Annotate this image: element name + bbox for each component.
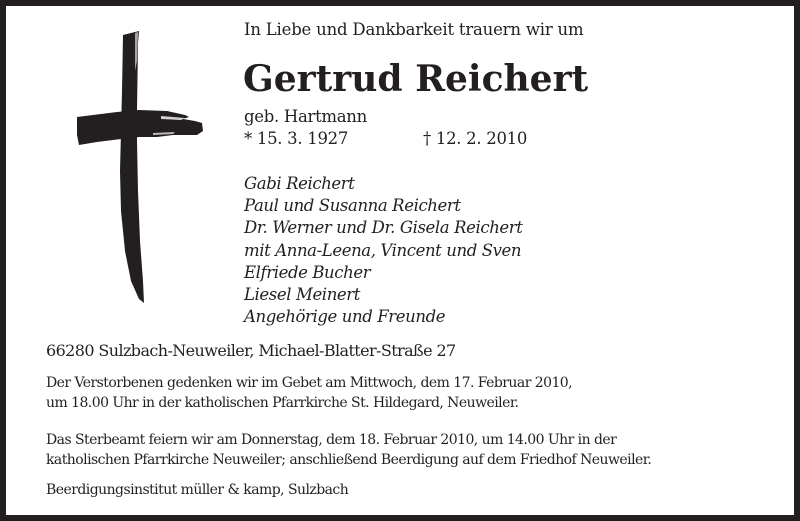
text-line: katholischen Pfarrkirche Neuweiler; anschließend Beerdigung auf dem Friedhof Neuweiler.	[46, 451, 652, 468]
birth-date: * 15. 3. 1927	[244, 129, 349, 148]
mourner: mit Anna-Leena, Vincent und Sven	[244, 240, 522, 260]
death-date: † 12. 2. 2010	[423, 129, 528, 148]
text-line: um 18.00 Uhr in der katholischen Pfarrkirche St. Hildegard, Neuweiler.	[46, 394, 519, 411]
undertaker: Beerdigungsinstitut müller & kamp, Sulzbach	[46, 482, 349, 498]
intro-line: In Liebe und Dankbarkeit trauern wir um	[244, 20, 584, 39]
mourner: Dr. Werner und Dr. Gisela Reichert	[244, 218, 523, 238]
mourner: Elfriede Bucher	[244, 262, 371, 282]
life-dates	[244, 129, 564, 148]
maiden-name: geb. Hartmann	[244, 107, 367, 126]
requiem-paragraph	[46, 431, 651, 470]
mourner: Gabi Reichert	[244, 174, 355, 193]
cross-icon	[77, 31, 203, 303]
text-line: Das Sterbeamt feiern wir am Donnerstag, dem 18. Februar 2010, um 14.00 Uhr in der	[46, 432, 617, 448]
mourners-list	[244, 173, 523, 328]
mourner: Liesel Meinert	[244, 285, 360, 305]
mourner: Angehörige und Freunde	[244, 307, 446, 327]
prayer-service-paragraph	[46, 374, 572, 413]
mourner: Paul und Susanna Reichert	[244, 196, 461, 216]
text-line: Der Verstorbenen gedenken wir im Gebet am Mittwoch, dem 17. Februar 2010,	[46, 375, 573, 391]
address: 66280 Sulzbach-Neuweiler, Michael-Blatter-Straße 27	[46, 341, 456, 360]
deceased-name: Gertrud Reichert	[243, 58, 589, 100]
